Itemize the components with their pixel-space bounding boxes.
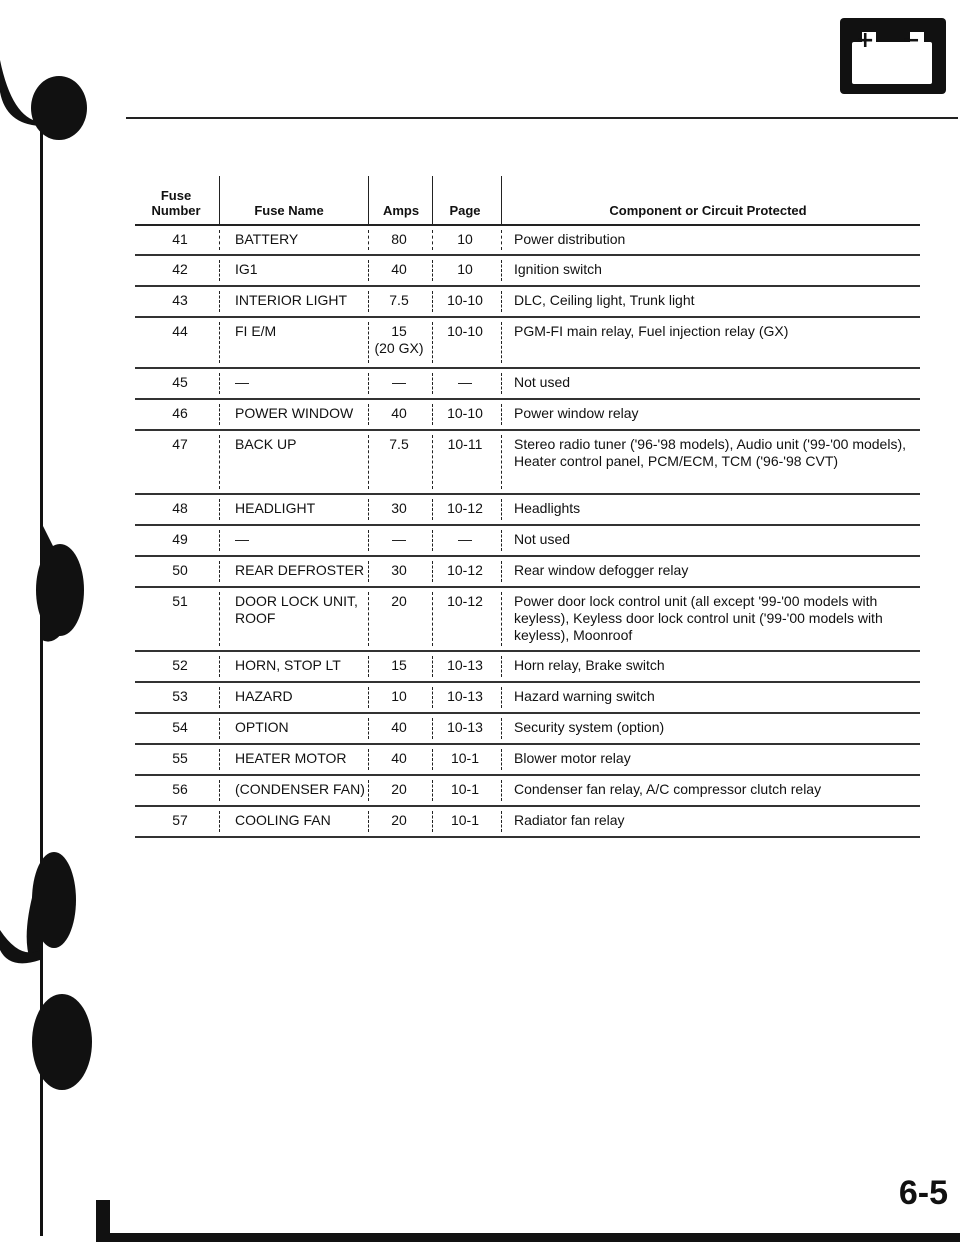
fuse-component: Power distribution [514, 231, 626, 247]
fuse-component: Horn relay, Brake switch [514, 657, 665, 673]
fuse-number: 47 [172, 436, 188, 452]
fuse-number: 49 [172, 531, 188, 547]
table-row [135, 652, 920, 683]
fuse-name: REAR DEFROSTER [235, 562, 365, 578]
fuse-component: Ignition switch [514, 261, 602, 277]
fuse-amps: — [392, 374, 406, 390]
fuse-name: (CONDENSER FAN) [235, 781, 365, 797]
fuse-name: FI E/M [235, 323, 277, 339]
fuse-amps: 7.5 [389, 292, 409, 308]
fuse-name: — [235, 531, 249, 547]
fuse-number: 43 [172, 292, 188, 308]
table-header [135, 170, 920, 226]
fuse-amps: 20 [391, 781, 407, 797]
fuse-page: — [458, 531, 472, 547]
fuse-page: 10 [457, 231, 473, 247]
fuse-number: 41 [172, 231, 188, 247]
fuse-component: Not used [514, 531, 571, 547]
fuse-number: 42 [172, 261, 188, 277]
table-row [135, 714, 920, 745]
fuse-component: Security system (option) [514, 719, 665, 735]
fuse-number: 55 [172, 750, 188, 766]
table-row [135, 776, 920, 807]
fuse-amps: 80 [391, 231, 407, 247]
header-fuse-name: Fuse Name [254, 203, 324, 218]
fuse-number: 48 [172, 500, 188, 516]
table-row [135, 226, 920, 256]
fuse-page: 10-12 [447, 562, 483, 578]
header-amps: Amps [382, 203, 420, 218]
fuse-component: Radiator fan relay [514, 812, 625, 828]
fuse-number: 57 [172, 812, 188, 828]
fuse-page: 10-1 [450, 812, 480, 828]
table-row [135, 683, 920, 714]
fuse-page: — [458, 374, 472, 390]
fuse-number: 52 [172, 657, 188, 673]
fuse-page: 10-10 [447, 292, 483, 308]
fuse-name: HAZARD [235, 688, 293, 704]
table-row [135, 369, 920, 400]
table-row [135, 807, 920, 838]
fuse-page: 10-13 [447, 688, 483, 704]
fuse-number: 46 [172, 405, 188, 421]
fuse-page: 10 [457, 261, 473, 277]
header-rule [126, 117, 958, 119]
fuse-component: Condenser fan relay, A/C compressor clutch relay [514, 781, 822, 797]
fuse-name: DOOR LOCK UNIT, ROOF [235, 593, 358, 626]
fuse-name: HEADLIGHT [235, 500, 316, 516]
fuse-component: Power door lock control unit (all except '99-'00 models with keyless), Keyless door lock control unit ('99-'00 models with keyless), Moonroof [514, 593, 883, 643]
header-component: Component or Circuit Protected [609, 203, 807, 218]
footer-rule [96, 1233, 960, 1242]
fuse-component: Not used [514, 374, 571, 390]
fuse-amps: 40 [391, 719, 407, 735]
fuse-component: DLC, Ceiling light, Trunk light [514, 292, 695, 308]
table-row [135, 526, 920, 557]
table-row [135, 318, 920, 369]
fuse-name: BATTERY [235, 231, 299, 247]
fuse-number: 53 [172, 688, 188, 704]
fuse-number: 44 [172, 323, 188, 339]
fuse-number: 56 [172, 781, 188, 797]
battery-icon: + − [840, 18, 946, 94]
fuse-component: Power window relay [514, 405, 639, 421]
fuse-page: 10-12 [447, 593, 483, 609]
fuse-amps: 40 [391, 261, 407, 277]
table-row [135, 400, 920, 431]
fuse-number: 45 [172, 374, 188, 390]
fuse-page: 10-1 [450, 750, 480, 766]
fuse-name: INTERIOR LIGHT [235, 292, 348, 308]
page-number: 6-5 [898, 1174, 948, 1212]
fuse-page: 10-13 [447, 719, 483, 735]
fuse-component: Blower motor relay [514, 750, 631, 766]
table-row [135, 745, 920, 776]
table-body [135, 226, 920, 838]
binding-spine [0, 0, 130, 1242]
fuse-amps: 40 [391, 405, 407, 421]
header-page: Page [449, 203, 481, 218]
fuse-name: HORN, STOP LT [235, 657, 341, 673]
fuse-amps: 40 [391, 750, 407, 766]
table-row [135, 256, 920, 287]
header-fuse-number: Fuse Number [151, 188, 201, 218]
fuse-page: 10-10 [447, 323, 483, 339]
fuse-number: 50 [172, 562, 188, 578]
fuse-amps: 7.5 [389, 436, 409, 452]
fuse-component: Headlights [514, 500, 581, 516]
fuse-component: Rear window defogger relay [514, 562, 689, 578]
fuse-amps: 20 [391, 593, 407, 609]
fuse-amps: — [392, 531, 406, 547]
fuse-amps: 15 (20 GX) [374, 323, 424, 356]
fuse-component: Hazard warning switch [514, 688, 655, 704]
fuse-table [135, 170, 920, 838]
fuse-page: 10-10 [447, 405, 483, 421]
fuse-amps: 15 [391, 657, 407, 673]
fuse-number: 51 [172, 593, 188, 609]
fuse-page: 10-13 [447, 657, 483, 673]
table-row [135, 287, 920, 318]
fuse-amps: 10 [391, 688, 407, 704]
fuse-page: 10-11 [447, 436, 483, 452]
fuse-name: COOLING FAN [235, 812, 331, 828]
fuse-page: 10-1 [450, 781, 480, 797]
fuse-name: OPTION [235, 719, 289, 735]
fuse-name: BACK UP [235, 436, 297, 452]
fuse-name: IG1 [235, 261, 258, 277]
fuse-name: — [235, 374, 249, 390]
fuse-component: PGM-FI main relay, Fuel injection relay (GX) [514, 323, 789, 339]
fuse-name: HEATER MOTOR [235, 750, 347, 766]
table-row [135, 557, 920, 588]
fuse-number: 54 [172, 719, 188, 735]
fuse-page: 10-12 [447, 500, 483, 516]
fuse-amps: 30 [391, 500, 407, 516]
table-row [135, 495, 920, 526]
fuse-amps: 30 [391, 562, 407, 578]
table-row [135, 431, 920, 495]
table-row [135, 588, 920, 652]
fuse-name: POWER WINDOW [235, 405, 354, 421]
fuse-component: Stereo radio tuner ('96-'98 models), Audio unit ('99-'00 models), Heater control panel, PCM/ECM, TCM ('96-'98 CVT) [514, 436, 907, 469]
fuse-amps: 20 [391, 812, 407, 828]
